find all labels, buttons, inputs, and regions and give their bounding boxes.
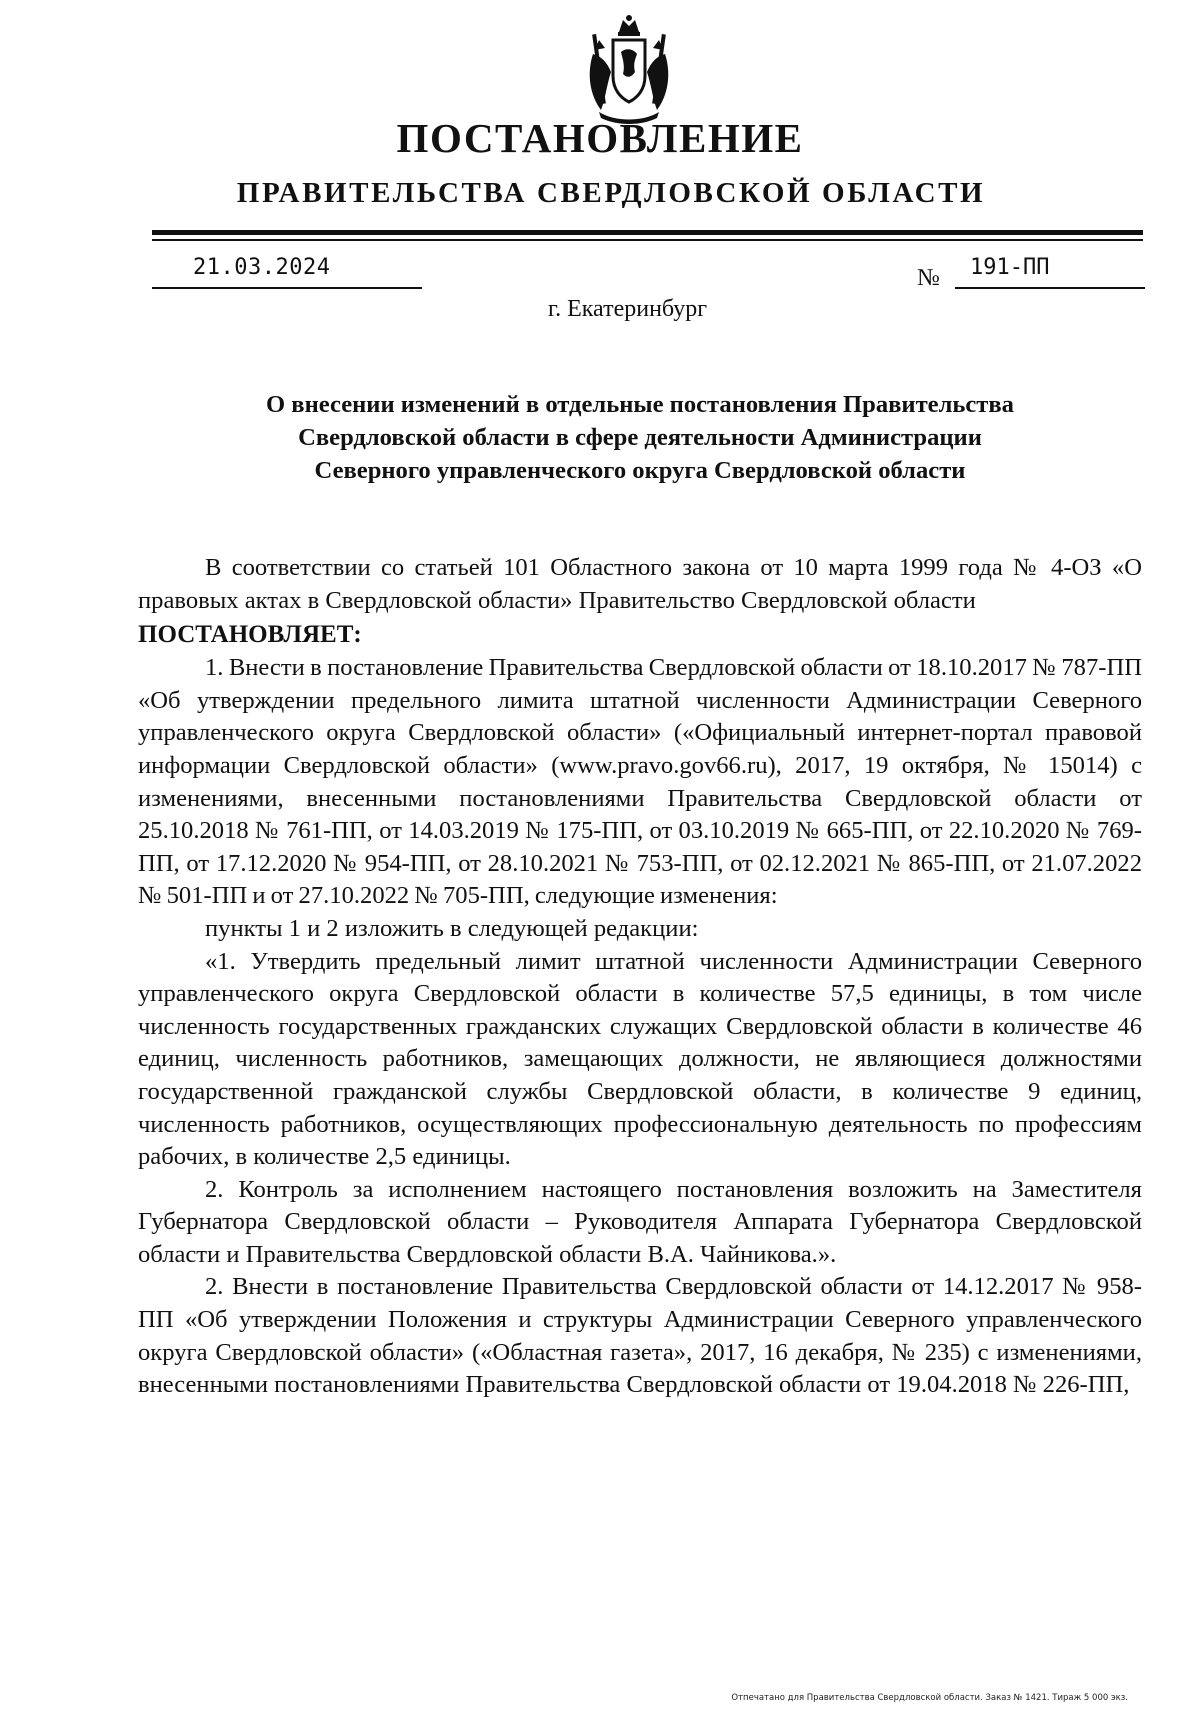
preamble-paragraph: В соответствии со статьей 101 Областного закона от 10 марта 1999 года № 4-ОЗ «О правовых актах в Свердловской области» Правительство Свердловской области (138, 554, 1142, 614)
document-number: 191-ПП (970, 255, 1050, 280)
issue-city: г. Екатеринбург (547, 296, 708, 322)
issuing-authority: ПРАВИТЕЛЬСТВА СВЕРДЛОВСКОЙ ОБЛАСТИ (236, 177, 986, 209)
number-underline (955, 287, 1145, 289)
number-sign: № (917, 265, 940, 291)
resolves-heading: ПОСТАНОВЛЯЕТ: (138, 621, 362, 649)
document-date: 21.03.2024 (193, 255, 331, 280)
item-1-instruction: пункты 1 и 2 изложить в следующей редакции: (205, 914, 699, 942)
header-rule-thin (152, 239, 1143, 241)
quoted-point-2: 2. Контроль за исполнением настоящего постановления возложить на Заместителя Губернатора Свердловской области – Руководителя Аппарата Губернатора Свердловской области и Правительства Свердловской области В.А. Чайникова.». (138, 1175, 1142, 1268)
quoted-point-1: «1. Утвердить предельный лимит штатной численности Администрации Северного управленческого округа Свердловской области в количестве 57,5 единицы, в том числе численность государственных гражданских служащих Свердловской области в количестве 46 единиц, численность работников, замещающих должности, не являющиеся должностями государственной гражданской службы Свердловской области, в количестве 9 единиц, численность работников, осуществляющих профессиональную деятельность по профессиям рабочих, в количестве 2,5 единицы. (138, 947, 1142, 1171)
heading-line: О внесении изменений в отдельные постановления Правительства (266, 391, 1014, 418)
date-underline (152, 287, 422, 289)
item-1-paragraph: 1. Внести в постановление Правительства Свердловской области от 18.10.2017 № 787-ПП «Об утверждении предельного лимита штатной численности Администрации Северного управленческого округа Свердловской области» («Официальный интернет-портал правовой информации Свердловской области» (www.pravo.gov66.ru), 2017, 19 октября, № 15014) с изменениями, внесенными постановлениями Правительства Свердловской области от 25.10.2018 № 761-ПП, от 14.03.2019 № 175-ПП, от 03.10.2019 № 665-ПП, от 22.10.2020 № 769-ПП, от 17.12.2020 № 954-ПП, от 28.10.2021 № 753-ПП, от 02.12.2021 № 865-ПП, от 21.07.2022 № 501-ПП и от 27.10.2022 № 705-ПП, следующие изменения: (138, 654, 1142, 910)
document-heading (140, 388, 1140, 487)
item-2-paragraph: 2. Внести в постановление Правительства Свердловской области от 14.12.2017 № 958-ПП «Об утверждении Положения и структуры Администрации Северного управленческого округа Свердловской области» («Областная газета», 2017, 16 декабря, № 235) с изменениями, внесенными постановлениями Правительства Свердловской области от 19.04.2018 № 226-ПП, (138, 1273, 1142, 1399)
heading-line: Свердловской области в сфере деятельности Администрации (298, 424, 982, 451)
sverdlovsk-coat-of-arms-icon (585, 14, 673, 126)
document-body (138, 552, 1142, 1402)
header-rule-thick (152, 230, 1143, 235)
print-run-note: Отпечатано для Правительства Свердловской области. Заказ № 1421. Тираж 5 000 экз. (731, 1693, 1128, 1703)
heading-line: Северного управленческого округа Свердловской области (314, 457, 966, 484)
document-type-title: ПОСТАНОВЛЕНИЕ (396, 115, 804, 161)
